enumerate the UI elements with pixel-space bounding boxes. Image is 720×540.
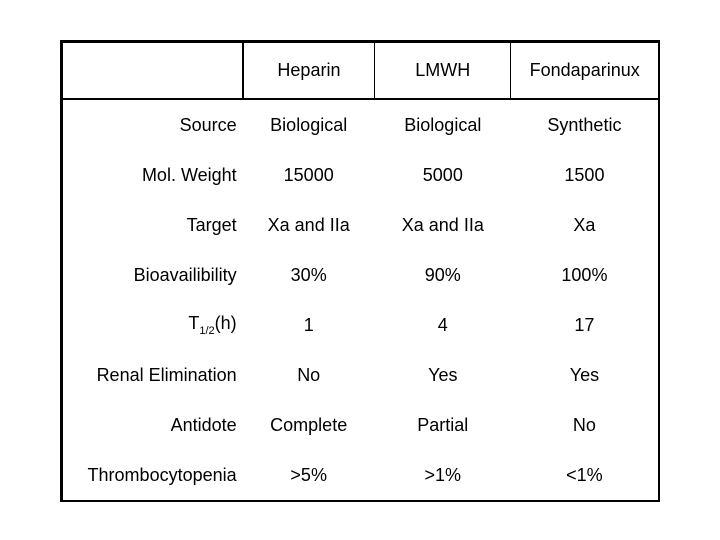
table-row-half-life xyxy=(62,300,660,350)
cell-thrombocytopenia-heparin: >5% xyxy=(290,464,327,485)
column-header-fondaparinux: Fondaparinux xyxy=(511,42,659,100)
half-life-unit: (h) xyxy=(214,313,237,333)
table-row-mol-weight xyxy=(62,150,660,200)
header-corner-cell xyxy=(62,42,243,100)
cell-source-fondaparinux: Synthetic xyxy=(547,114,622,135)
cell-thrombocytopenia-fondaparinux: <1% xyxy=(566,464,603,485)
cell-half-life-heparin: 1 xyxy=(303,314,314,335)
cell-half-life-fondaparinux: 17 xyxy=(574,314,595,335)
cell-mol-weight-heparin: 15000 xyxy=(283,164,334,185)
cell-antidote-fondaparinux: No xyxy=(572,414,596,435)
cell-source-heparin: Biological xyxy=(270,114,348,135)
cell-target-lmwh: Xa and IIa xyxy=(401,214,484,235)
half-life-subscript: 1/2 xyxy=(199,325,215,337)
row-label-source: Source xyxy=(179,114,237,135)
cell-target-heparin: Xa and IIa xyxy=(267,214,350,235)
column-header-heparin: Heparin xyxy=(243,42,375,100)
cell-renal-elimination-fondaparinux: Yes xyxy=(569,364,600,385)
row-label-renal-elimination: Renal Elimination xyxy=(96,364,237,385)
row-label-antidote: Antidote xyxy=(170,414,237,435)
cell-bioavailability-heparin: 30% xyxy=(290,264,327,285)
cell-bioavailability-fondaparinux: 100% xyxy=(561,264,608,285)
cell-half-life-lmwh: 4 xyxy=(437,314,448,335)
row-label-thrombocytopenia: Thrombocytopenia xyxy=(87,464,237,485)
cell-source-lmwh: Biological xyxy=(404,114,482,135)
table-row-source xyxy=(62,99,660,150)
row-label-half-life xyxy=(62,300,243,350)
cell-mol-weight-lmwh: 5000 xyxy=(422,164,463,185)
column-header-lmwh: LMWH xyxy=(375,42,511,100)
row-label-bioavailability: Bioavailibility xyxy=(133,264,237,285)
table-row-target xyxy=(62,200,660,250)
table-row-renal-elimination xyxy=(62,350,660,400)
header-row xyxy=(62,42,660,100)
comparison-table xyxy=(60,40,660,502)
half-life-symbol: T xyxy=(188,313,200,333)
cell-renal-elimination-heparin: No xyxy=(297,364,321,385)
cell-bioavailability-lmwh: 90% xyxy=(424,264,461,285)
cell-target-fondaparinux: Xa xyxy=(573,214,596,235)
cell-antidote-lmwh: Partial xyxy=(417,414,469,435)
cell-mol-weight-fondaparinux: 1500 xyxy=(564,164,605,185)
table-row-bioavailability xyxy=(62,250,660,300)
cell-antidote-heparin: Complete xyxy=(270,414,348,435)
table-row-thrombocytopenia xyxy=(62,450,660,501)
row-label-target: Target xyxy=(186,214,237,235)
row-label-mol-weight: Mol. Weight xyxy=(141,164,237,185)
table-row-antidote xyxy=(62,400,660,450)
cell-thrombocytopenia-lmwh: >1% xyxy=(424,464,462,485)
cell-renal-elimination-lmwh: Yes xyxy=(428,364,458,385)
